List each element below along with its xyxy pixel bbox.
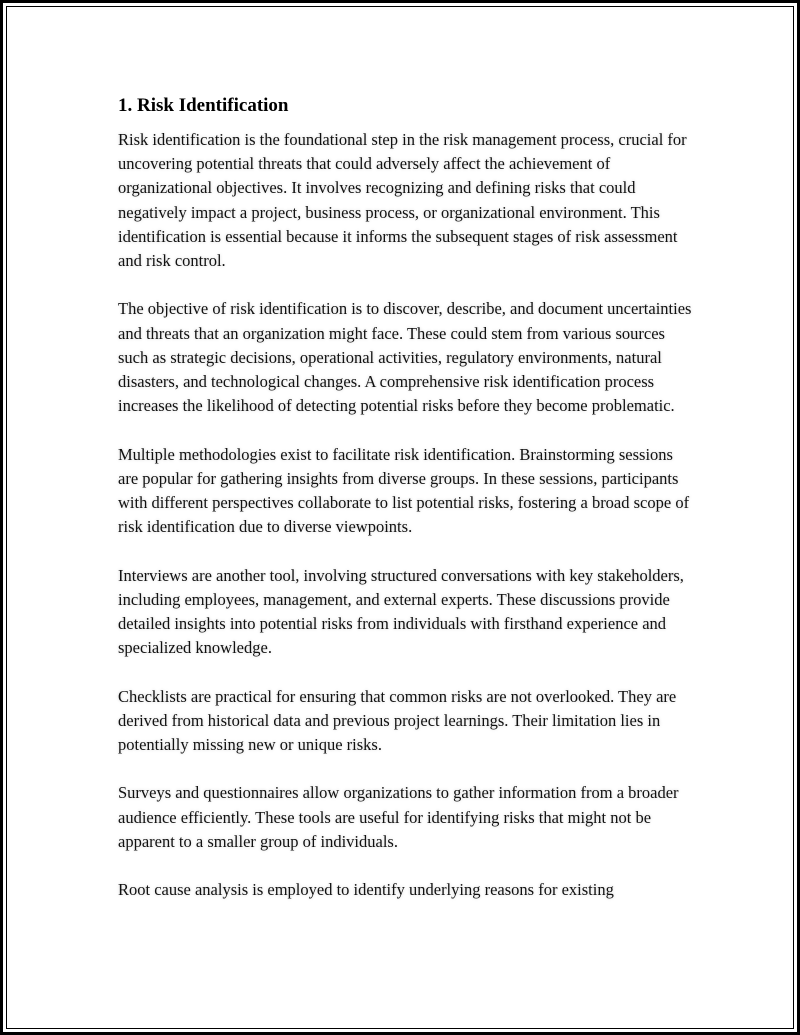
document-body [118,93,693,902]
paragraph-surveys: Surveys and questionnaires allow organizations to gather information from a broader audience efficiently. These tools are useful for identifying risks that might not be apparent to a smaller group of individuals. [118,783,679,851]
paragraph-methodologies: Multiple methodologies exist to facilitate risk identification. Brainstorming sessions are popular for gathering insights from diverse groups. In these sessions, participants with different perspectives collaborate to list potential risks, fostering a broad scope of risk identification due to diverse viewpoints. [118,444,690,537]
paragraph-objective: The objective of risk identification is to discover, describe, and document uncertainties and threats that an organization might face. These could stem from various sources such as strategic decisions, operational activities, regulatory environments, natural disasters, and technological changes. A comprehensive risk identification process increases the likelihood of detecting potential risks before they become problematic. [118,299,692,416]
paragraph-checklists: Checklists are practical for ensuring that common risks are not overlooked. They are derived from historical data and previous project learnings. Their limitation lies in potentially missing new or unique risks. [118,686,677,755]
paragraph-intro: Risk identification is the foundational step in the risk management process, crucial for uncovering potential threats that could adversely affect the achievement of organizational objectives. It involves recognizing and defining risks that could negatively impact a project, business process, or organizational environment. This identification is essential because it informs the subsequent stages of risk assessment and risk control. [118,130,687,271]
paragraph-interviews: Interviews are another tool, involving structured conversations with key stakeholders, including employees, management, and external experts. These discussions provide detailed insights into potential risks from individuals with firsthand experience and specialized knowledge. [118,565,684,658]
paragraph-root-cause: Root cause analysis is employed to identify underlying reasons for existing [118,880,614,900]
section-heading: 1. Risk Identification [118,95,289,116]
